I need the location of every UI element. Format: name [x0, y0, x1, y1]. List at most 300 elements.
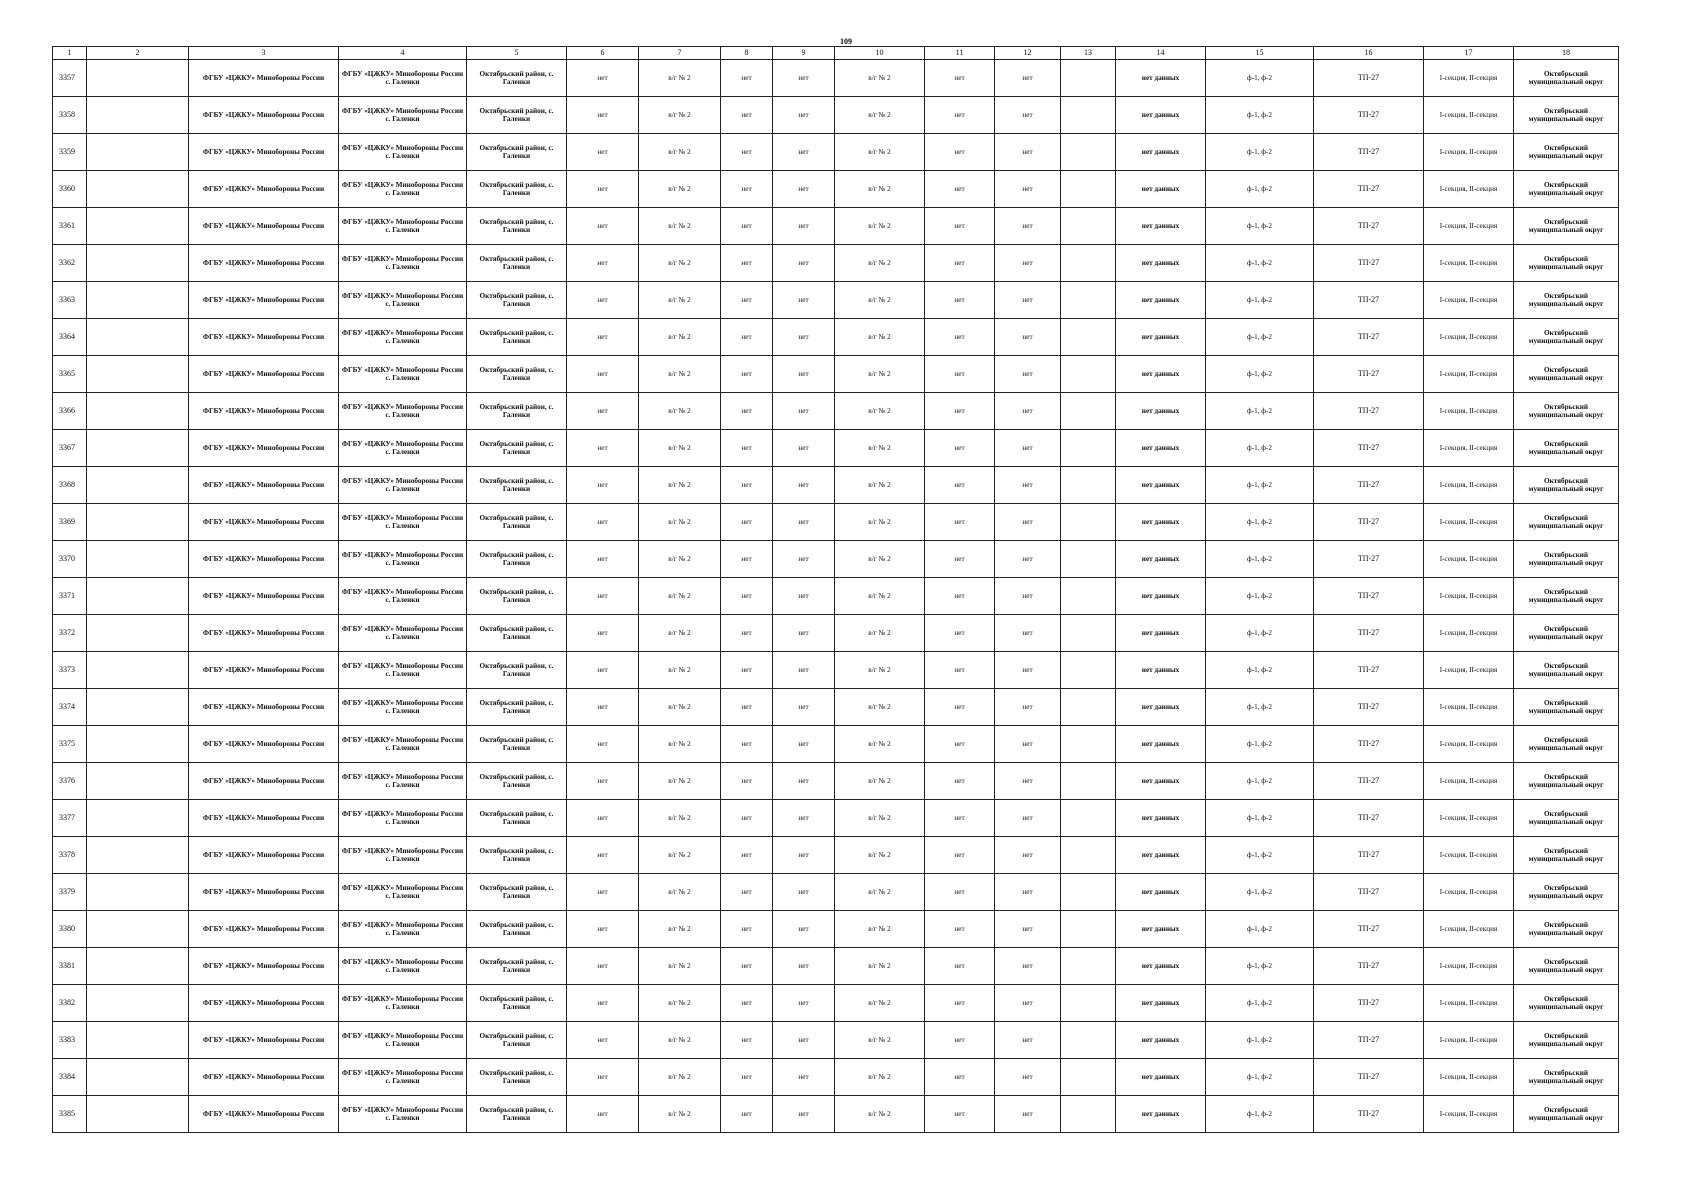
cell-col7: в/г № 2 — [639, 60, 721, 97]
table-row — [53, 800, 1619, 837]
cell-col7: в/г № 2 — [639, 874, 721, 911]
column-header-9: 9 — [773, 47, 835, 60]
cell-col10: в/г № 2 — [835, 97, 925, 134]
row-number-cell: 3362 — [53, 245, 87, 282]
cell-col12: нет — [995, 282, 1061, 319]
cell-col12: нет — [995, 911, 1061, 948]
cell-col11: нет — [925, 319, 995, 356]
cell-col3: ФГБУ «ЦЖКУ» Минобороны России — [189, 985, 339, 1022]
cell-col16: ТП-27 — [1314, 615, 1424, 652]
cell-col9: нет — [773, 800, 835, 837]
cell-col12: нет — [995, 874, 1061, 911]
cell-col16: ТП-27 — [1314, 1022, 1424, 1059]
cell-col14: нет данных — [1116, 985, 1206, 1022]
cell-col10: в/г № 2 — [835, 282, 925, 319]
cell-col10: в/г № 2 — [835, 319, 925, 356]
cell-col17: I-секция, II-секция — [1424, 837, 1514, 874]
cell-col16: ТП-27 — [1314, 467, 1424, 504]
cell-col16: ТП-27 — [1314, 134, 1424, 171]
cell-col13 — [1061, 541, 1116, 578]
cell-col8: нет — [721, 171, 773, 208]
table-row — [53, 726, 1619, 763]
cell-col5: Октябрьский район, с. Галенки — [467, 97, 567, 134]
cell-col4: ФГБУ «ЦЖКУ» Минобороны России с. Галенки — [339, 652, 467, 689]
cell-col4: ФГБУ «ЦЖКУ» Минобороны России с. Галенки — [339, 615, 467, 652]
cell-col17: I-секция, II-секция — [1424, 578, 1514, 615]
cell-col11: нет — [925, 393, 995, 430]
cell-col12: нет — [995, 467, 1061, 504]
cell-col11: нет — [925, 467, 995, 504]
cell-col15: ф-1, ф-2 — [1206, 97, 1314, 134]
column-header-14: 14 — [1116, 47, 1206, 60]
cell-col7: в/г № 2 — [639, 652, 721, 689]
cell-col15: ф-1, ф-2 — [1206, 60, 1314, 97]
row-number-cell: 3374 — [53, 689, 87, 726]
cell-col18: Октябрьский муниципальный округ — [1514, 430, 1619, 467]
cell-col17: I-секция, II-секция — [1424, 763, 1514, 800]
cell-col2 — [87, 1096, 189, 1133]
cell-col7: в/г № 2 — [639, 467, 721, 504]
row-number-cell: 3382 — [53, 985, 87, 1022]
row-number-cell: 3368 — [53, 467, 87, 504]
cell-col11: нет — [925, 874, 995, 911]
cell-col5: Октябрьский район, с. Галенки — [467, 726, 567, 763]
cell-col17: I-секция, II-секция — [1424, 911, 1514, 948]
cell-col4: ФГБУ «ЦЖКУ» Минобороны России с. Галенки — [339, 800, 467, 837]
cell-col8: нет — [721, 97, 773, 134]
cell-col13 — [1061, 578, 1116, 615]
cell-col6: нет — [567, 689, 639, 726]
row-number-cell: 3379 — [53, 874, 87, 911]
cell-col10: в/г № 2 — [835, 208, 925, 245]
column-header-3: 3 — [189, 47, 339, 60]
cell-col14: нет данных — [1116, 763, 1206, 800]
cell-col10: в/г № 2 — [835, 726, 925, 763]
cell-col11: нет — [925, 837, 995, 874]
table-row — [53, 615, 1619, 652]
cell-col4: ФГБУ «ЦЖКУ» Минобороны России с. Галенки — [339, 948, 467, 985]
cell-col10: в/г № 2 — [835, 874, 925, 911]
cell-col8: нет — [721, 60, 773, 97]
row-number-cell: 3375 — [53, 726, 87, 763]
cell-col17: I-секция, II-секция — [1424, 689, 1514, 726]
cell-col4: ФГБУ «ЦЖКУ» Минобороны России с. Галенки — [339, 208, 467, 245]
cell-col18: Октябрьский муниципальный округ — [1514, 171, 1619, 208]
cell-col17: I-секция, II-секция — [1424, 800, 1514, 837]
cell-col13 — [1061, 615, 1116, 652]
table-row — [53, 60, 1619, 97]
cell-col12: нет — [995, 393, 1061, 430]
cell-col12: нет — [995, 319, 1061, 356]
cell-col5: Октябрьский район, с. Галенки — [467, 504, 567, 541]
table-row — [53, 874, 1619, 911]
cell-col7: в/г № 2 — [639, 430, 721, 467]
cell-col11: нет — [925, 763, 995, 800]
cell-col17: I-секция, II-секция — [1424, 985, 1514, 1022]
cell-col10: в/г № 2 — [835, 689, 925, 726]
cell-col8: нет — [721, 208, 773, 245]
cell-col13 — [1061, 1022, 1116, 1059]
cell-col4: ФГБУ «ЦЖКУ» Минобороны России с. Галенки — [339, 319, 467, 356]
cell-col2 — [87, 356, 189, 393]
cell-col16: ТП-27 — [1314, 504, 1424, 541]
cell-col11: нет — [925, 245, 995, 282]
cell-col16: ТП-27 — [1314, 171, 1424, 208]
cell-col7: в/г № 2 — [639, 319, 721, 356]
cell-col3: ФГБУ «ЦЖКУ» Минобороны России — [189, 430, 339, 467]
cell-col3: ФГБУ «ЦЖКУ» Минобороны России — [189, 911, 339, 948]
cell-col18: Октябрьский муниципальный округ — [1514, 837, 1619, 874]
row-number-cell: 3369 — [53, 504, 87, 541]
cell-col4: ФГБУ «ЦЖКУ» Минобороны России с. Галенки — [339, 874, 467, 911]
column-header-row — [53, 47, 1619, 60]
cell-col9: нет — [773, 356, 835, 393]
cell-col6: нет — [567, 208, 639, 245]
cell-col6: нет — [567, 541, 639, 578]
cell-col10: в/г № 2 — [835, 652, 925, 689]
cell-col9: нет — [773, 615, 835, 652]
cell-col3: ФГБУ «ЦЖКУ» Минобороны России — [189, 1059, 339, 1096]
cell-col3: ФГБУ «ЦЖКУ» Минобороны России — [189, 1022, 339, 1059]
row-number-cell: 3360 — [53, 171, 87, 208]
cell-col7: в/г № 2 — [639, 504, 721, 541]
cell-col15: ф-1, ф-2 — [1206, 800, 1314, 837]
cell-col9: нет — [773, 1096, 835, 1133]
cell-col13 — [1061, 726, 1116, 763]
cell-col12: нет — [995, 134, 1061, 171]
cell-col11: нет — [925, 504, 995, 541]
cell-col3: ФГБУ «ЦЖКУ» Минобороны России — [189, 60, 339, 97]
table-row — [53, 652, 1619, 689]
cell-col9: нет — [773, 837, 835, 874]
cell-col10: в/г № 2 — [835, 763, 925, 800]
cell-col5: Октябрьский район, с. Галенки — [467, 134, 567, 171]
cell-col9: нет — [773, 430, 835, 467]
table-row — [53, 171, 1619, 208]
table-row — [53, 356, 1619, 393]
cell-col12: нет — [995, 60, 1061, 97]
cell-col3: ФГБУ «ЦЖКУ» Минобороны России — [189, 97, 339, 134]
cell-col9: нет — [773, 282, 835, 319]
cell-col14: нет данных — [1116, 134, 1206, 171]
cell-col2 — [87, 800, 189, 837]
cell-col10: в/г № 2 — [835, 467, 925, 504]
cell-col15: ф-1, ф-2 — [1206, 615, 1314, 652]
cell-col6: нет — [567, 467, 639, 504]
cell-col2 — [87, 911, 189, 948]
cell-col7: в/г № 2 — [639, 1096, 721, 1133]
table-row — [53, 208, 1619, 245]
cell-col4: ФГБУ «ЦЖКУ» Минобороны России с. Галенки — [339, 171, 467, 208]
cell-col17: I-секция, II-секция — [1424, 393, 1514, 430]
cell-col14: нет данных — [1116, 430, 1206, 467]
cell-col9: нет — [773, 1059, 835, 1096]
cell-col17: I-секция, II-секция — [1424, 430, 1514, 467]
row-number-cell: 3373 — [53, 652, 87, 689]
cell-col13 — [1061, 800, 1116, 837]
cell-col2 — [87, 763, 189, 800]
cell-col3: ФГБУ «ЦЖКУ» Минобороны России — [189, 948, 339, 985]
cell-col14: нет данных — [1116, 689, 1206, 726]
cell-col14: нет данных — [1116, 948, 1206, 985]
cell-col13 — [1061, 282, 1116, 319]
cell-col13 — [1061, 504, 1116, 541]
cell-col5: Октябрьский район, с. Галенки — [467, 763, 567, 800]
cell-col5: Октябрьский район, с. Галенки — [467, 393, 567, 430]
cell-col6: нет — [567, 985, 639, 1022]
cell-col4: ФГБУ «ЦЖКУ» Минобороны России с. Галенки — [339, 245, 467, 282]
cell-col4: ФГБУ «ЦЖКУ» Минобороны России с. Галенки — [339, 837, 467, 874]
cell-col6: нет — [567, 245, 639, 282]
table-row — [53, 467, 1619, 504]
cell-col7: в/г № 2 — [639, 763, 721, 800]
cell-col6: нет — [567, 578, 639, 615]
page-number: 109 — [840, 37, 852, 46]
cell-col17: I-секция, II-секция — [1424, 615, 1514, 652]
cell-col7: в/г № 2 — [639, 97, 721, 134]
table-body — [53, 60, 1619, 1133]
cell-col13 — [1061, 60, 1116, 97]
cell-col14: нет данных — [1116, 578, 1206, 615]
cell-col16: ТП-27 — [1314, 726, 1424, 763]
cell-col13 — [1061, 393, 1116, 430]
table-row — [53, 911, 1619, 948]
cell-col17: I-секция, II-секция — [1424, 356, 1514, 393]
cell-col13 — [1061, 245, 1116, 282]
cell-col6: нет — [567, 134, 639, 171]
cell-col4: ФГБУ «ЦЖКУ» Минобороны России с. Галенки — [339, 911, 467, 948]
table-row — [53, 985, 1619, 1022]
cell-col2 — [87, 985, 189, 1022]
cell-col6: нет — [567, 393, 639, 430]
cell-col15: ф-1, ф-2 — [1206, 356, 1314, 393]
cell-col12: нет — [995, 763, 1061, 800]
cell-col7: в/г № 2 — [639, 985, 721, 1022]
cell-col5: Октябрьский район, с. Галенки — [467, 60, 567, 97]
cell-col17: I-секция, II-секция — [1424, 541, 1514, 578]
table-row — [53, 134, 1619, 171]
cell-col8: нет — [721, 800, 773, 837]
cell-col10: в/г № 2 — [835, 1022, 925, 1059]
cell-col10: в/г № 2 — [835, 245, 925, 282]
cell-col4: ФГБУ «ЦЖКУ» Минобороны России с. Галенки — [339, 60, 467, 97]
cell-col16: ТП-27 — [1314, 800, 1424, 837]
cell-col13 — [1061, 134, 1116, 171]
cell-col11: нет — [925, 1022, 995, 1059]
cell-col3: ФГБУ «ЦЖКУ» Минобороны России — [189, 504, 339, 541]
cell-col4: ФГБУ «ЦЖКУ» Минобороны России с. Галенки — [339, 763, 467, 800]
cell-col4: ФГБУ «ЦЖКУ» Минобороны России с. Галенки — [339, 97, 467, 134]
row-number-cell: 3383 — [53, 1022, 87, 1059]
cell-col6: нет — [567, 60, 639, 97]
cell-col3: ФГБУ «ЦЖКУ» Минобороны России — [189, 800, 339, 837]
cell-col3: ФГБУ «ЦЖКУ» Минобороны России — [189, 837, 339, 874]
cell-col10: в/г № 2 — [835, 356, 925, 393]
cell-col15: ф-1, ф-2 — [1206, 245, 1314, 282]
table-row — [53, 393, 1619, 430]
cell-col18: Октябрьский муниципальный округ — [1514, 319, 1619, 356]
cell-col2 — [87, 60, 189, 97]
cell-col7: в/г № 2 — [639, 948, 721, 985]
cell-col5: Октябрьский район, с. Галенки — [467, 615, 567, 652]
cell-col12: нет — [995, 97, 1061, 134]
cell-col3: ФГБУ «ЦЖКУ» Минобороны России — [189, 763, 339, 800]
cell-col15: ф-1, ф-2 — [1206, 985, 1314, 1022]
cell-col6: нет — [567, 1022, 639, 1059]
column-header-2: 2 — [87, 47, 189, 60]
cell-col13 — [1061, 985, 1116, 1022]
cell-col8: нет — [721, 245, 773, 282]
cell-col18: Октябрьский муниципальный округ — [1514, 726, 1619, 763]
table-row — [53, 1022, 1619, 1059]
cell-col17: I-секция, II-секция — [1424, 874, 1514, 911]
cell-col10: в/г № 2 — [835, 800, 925, 837]
cell-col9: нет — [773, 467, 835, 504]
cell-col2 — [87, 726, 189, 763]
cell-col17: I-секция, II-секция — [1424, 319, 1514, 356]
row-number-cell: 3384 — [53, 1059, 87, 1096]
cell-col7: в/г № 2 — [639, 837, 721, 874]
cell-col5: Октябрьский район, с. Галенки — [467, 319, 567, 356]
cell-col2 — [87, 134, 189, 171]
cell-col14: нет данных — [1116, 874, 1206, 911]
cell-col5: Октябрьский район, с. Галенки — [467, 467, 567, 504]
row-number-cell: 3358 — [53, 97, 87, 134]
column-header-12: 12 — [995, 47, 1061, 60]
cell-col14: нет данных — [1116, 356, 1206, 393]
cell-col10: в/г № 2 — [835, 985, 925, 1022]
cell-col14: нет данных — [1116, 652, 1206, 689]
cell-col17: I-секция, II-секция — [1424, 726, 1514, 763]
cell-col13 — [1061, 97, 1116, 134]
cell-col5: Октябрьский район, с. Галенки — [467, 578, 567, 615]
cell-col5: Октябрьский район, с. Галенки — [467, 208, 567, 245]
cell-col3: ФГБУ «ЦЖКУ» Минобороны России — [189, 689, 339, 726]
cell-col12: нет — [995, 578, 1061, 615]
cell-col16: ТП-27 — [1314, 763, 1424, 800]
cell-col9: нет — [773, 985, 835, 1022]
cell-col16: ТП-27 — [1314, 319, 1424, 356]
cell-col3: ФГБУ «ЦЖКУ» Минобороны России — [189, 356, 339, 393]
cell-col13 — [1061, 356, 1116, 393]
cell-col12: нет — [995, 356, 1061, 393]
cell-col11: нет — [925, 726, 995, 763]
cell-col6: нет — [567, 652, 639, 689]
cell-col4: ФГБУ «ЦЖКУ» Минобороны России с. Галенки — [339, 1022, 467, 1059]
cell-col5: Октябрьский район, с. Галенки — [467, 874, 567, 911]
cell-col5: Октябрьский район, с. Галенки — [467, 800, 567, 837]
cell-col2 — [87, 97, 189, 134]
cell-col7: в/г № 2 — [639, 393, 721, 430]
cell-col14: нет данных — [1116, 1096, 1206, 1133]
cell-col14: нет данных — [1116, 60, 1206, 97]
cell-col18: Октябрьский муниципальный округ — [1514, 208, 1619, 245]
cell-col9: нет — [773, 97, 835, 134]
cell-col5: Октябрьский район, с. Галенки — [467, 541, 567, 578]
cell-col2 — [87, 615, 189, 652]
cell-col6: нет — [567, 1059, 639, 1096]
cell-col8: нет — [721, 689, 773, 726]
cell-col16: ТП-27 — [1314, 541, 1424, 578]
cell-col8: нет — [721, 763, 773, 800]
cell-col16: ТП-27 — [1314, 430, 1424, 467]
cell-col7: в/г № 2 — [639, 171, 721, 208]
cell-col12: нет — [995, 985, 1061, 1022]
cell-col18: Октябрьский муниципальный округ — [1514, 97, 1619, 134]
cell-col18: Октябрьский муниципальный округ — [1514, 615, 1619, 652]
cell-col17: I-секция, II-секция — [1424, 1059, 1514, 1096]
cell-col8: нет — [721, 319, 773, 356]
cell-col14: нет данных — [1116, 171, 1206, 208]
cell-col11: нет — [925, 430, 995, 467]
cell-col8: нет — [721, 948, 773, 985]
cell-col8: нет — [721, 985, 773, 1022]
cell-col15: ф-1, ф-2 — [1206, 578, 1314, 615]
row-number-cell: 3372 — [53, 615, 87, 652]
row-number-cell: 3377 — [53, 800, 87, 837]
cell-col7: в/г № 2 — [639, 1059, 721, 1096]
cell-col12: нет — [995, 800, 1061, 837]
cell-col18: Октябрьский муниципальный округ — [1514, 578, 1619, 615]
cell-col6: нет — [567, 97, 639, 134]
cell-col8: нет — [721, 282, 773, 319]
cell-col4: ФГБУ «ЦЖКУ» Минобороны России с. Галенки — [339, 1059, 467, 1096]
cell-col15: ф-1, ф-2 — [1206, 763, 1314, 800]
cell-col11: нет — [925, 134, 995, 171]
cell-col15: ф-1, ф-2 — [1206, 393, 1314, 430]
cell-col7: в/г № 2 — [639, 282, 721, 319]
cell-col6: нет — [567, 171, 639, 208]
cell-col11: нет — [925, 1096, 995, 1133]
cell-col17: I-секция, II-секция — [1424, 1022, 1514, 1059]
cell-col5: Октябрьский район, с. Галенки — [467, 1059, 567, 1096]
cell-col7: в/г № 2 — [639, 800, 721, 837]
cell-col12: нет — [995, 1022, 1061, 1059]
cell-col18: Октябрьский муниципальный округ — [1514, 134, 1619, 171]
table-row — [53, 430, 1619, 467]
cell-col6: нет — [567, 356, 639, 393]
cell-col6: нет — [567, 911, 639, 948]
cell-col18: Октябрьский муниципальный округ — [1514, 1059, 1619, 1096]
cell-col5: Октябрьский район, с. Галенки — [467, 837, 567, 874]
cell-col8: нет — [721, 615, 773, 652]
cell-col5: Октябрьский район, с. Галенки — [467, 282, 567, 319]
cell-col18: Октябрьский муниципальный округ — [1514, 911, 1619, 948]
cell-col13 — [1061, 911, 1116, 948]
cell-col5: Октябрьский район, с. Галенки — [467, 245, 567, 282]
cell-col10: в/г № 2 — [835, 837, 925, 874]
cell-col8: нет — [721, 911, 773, 948]
cell-col11: нет — [925, 541, 995, 578]
cell-col17: I-секция, II-секция — [1424, 282, 1514, 319]
cell-col16: ТП-27 — [1314, 985, 1424, 1022]
cell-col4: ФГБУ «ЦЖКУ» Минобороны России с. Галенки — [339, 356, 467, 393]
cell-col14: нет данных — [1116, 208, 1206, 245]
table-row — [53, 948, 1619, 985]
table-row — [53, 97, 1619, 134]
cell-col10: в/г № 2 — [835, 615, 925, 652]
cell-col11: нет — [925, 208, 995, 245]
cell-col8: нет — [721, 134, 773, 171]
cell-col7: в/г № 2 — [639, 615, 721, 652]
cell-col11: нет — [925, 689, 995, 726]
cell-col9: нет — [773, 134, 835, 171]
cell-col4: ФГБУ «ЦЖКУ» Минобороны России с. Галенки — [339, 430, 467, 467]
cell-col10: в/г № 2 — [835, 1059, 925, 1096]
cell-col10: в/г № 2 — [835, 134, 925, 171]
cell-col18: Октябрьский муниципальный округ — [1514, 689, 1619, 726]
cell-col8: нет — [721, 393, 773, 430]
